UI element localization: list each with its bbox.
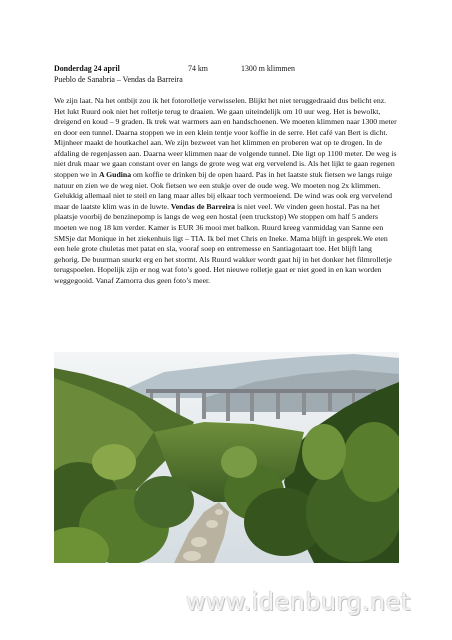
site-watermark: www.idenburg.net: [186, 588, 411, 616]
place-vendas-de-barreira: Vendas de Barreira: [170, 201, 236, 211]
entry-route: Pueblo de Sanabria – Vendas da Barreira: [54, 74, 183, 84]
entry-date: Donderdag 24 april: [54, 64, 120, 73]
entry-distance: 74 km: [188, 64, 208, 73]
entry-climb: 1300 m klimmen: [241, 64, 295, 73]
diary-body: [54, 96, 399, 286]
body-part-1: We zijn laat. Na het ontbijt zou ik het fotorolletje verwisselen. Blijkt het niet teruggedraaid dus belicht enz. Het lukt Ruurd ook niet het rolletje terug te draaien. We gaan uiteindelijk om 10 uur weg. Het is bewolkt, dreigend en koud – 9 graden. Ik trek wat warmers aan en handschoenen. We moeten klimmen naar 1300 meter en door een tunnel. Daarna stoppen we in een klein tentje voor koffie in de serre. Het café van Bert is dicht. Mijnheer maakt de houtkachel aan. We zijn bezweet van het klimmen en proberen wat op te drogen. In de afdaling de regenjassen aan. Daarna weer klimmen naar de volgende tunnel. Die ligt op 1100 meter. De weg is niet druk maar we gaan constant over en langs de grote weg wat erg vervelend is. Als het lijkt te gaan regenen stoppen we in: [54, 96, 397, 180]
landscape-photo: [54, 352, 399, 563]
diary-header: [54, 64, 399, 85]
diary-paragraph: [54, 96, 399, 286]
body-part-3: is niet veel. We vinden geen hostal. Pas na het plaatsje voorbij de benzinepomp is langs de weg een hostal (een truckstop) We stoppen om half 5 anders moeten we nog 18 km verder. Kamer is EUR 36 mooi met balkon. Ruurd kreeg vanmiddag van Sanne een SMSje dat Monique in het ziekenhuis ligt – TIA. Ik bel met Chris en Ineke. Mama blijft in gesprek.We eten een hele grote chuletas met patat en sla, vooraf soep en entremesse en Santiagotaart toe. Het blijft lang gehorig. De buurman snurkt erg en het stormt. Als Ruurd wakker wordt gaat hij in het donker het filmrolletje terugspoelen. Hopelijk zijn er nog wat foto’s goed. Het nieuwe rolletje gaat er niet goed in en kan worden weggegooid. Vanaf Zamorra dus geen foto’s meer.: [54, 201, 392, 285]
body-part-2: om koffie te drinken bij de open haard. Pas in het laatste stuk fietsen we langs ruige natuur en zien we de weg niet. Ook fietsen we een stukje over de oude weg. We moeten nog 2x klimmen. Gelukkig allemaal niet te steil en lang maar alles bij elkaar toch vermoeiend. De wind was ook erg vervelend maar de laatste klim was in de luwte.: [54, 170, 393, 211]
place-a-gudina: A Gudina: [99, 170, 132, 180]
viaduct-valley-image: [54, 352, 399, 563]
